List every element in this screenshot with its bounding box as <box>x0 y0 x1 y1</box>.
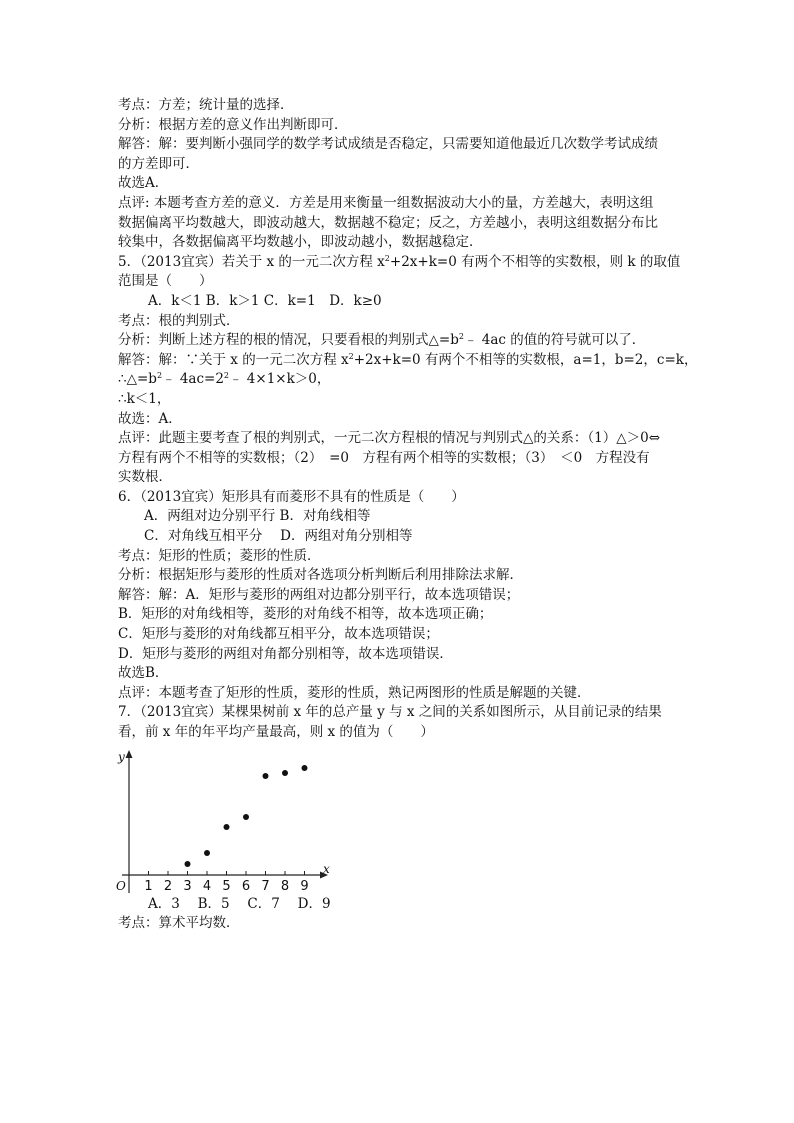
q5-fenxi: 分析：判断上述方程的根的情况，只要看根的判别式$\triangle=b^2﹣$ 4ac 的值的符号就可以了． <box>118 332 646 349</box>
text-line: 点评: 本题考查方差的意义．方差是用来衡量一组数据波动大小的量，方差越大，表明这组 <box>118 194 654 211</box>
text-line: 较集中，各数据偏离平均数越小，即波动越小，数据越稳定． <box>118 234 483 251</box>
x-tick-label: 2 <box>163 878 173 894</box>
q5-stem-line1: 5．（2013宜宾）若关于 x 的一元二次方程 $x^2+2x+k=0$ 有两个不相等的实数根，则 k 的取值 <box>118 253 681 270</box>
scatter-figure <box>116 745 346 895</box>
data-point <box>243 814 249 820</box>
q5-jieda-line3: ∴k＜1， <box>118 390 171 407</box>
origin-label: O <box>116 878 126 893</box>
q7-kaodian: 考点：算术平均数． <box>118 915 240 932</box>
x-tick-label: 5 <box>222 878 231 894</box>
x-tick-label: 7 <box>261 878 270 894</box>
q5-kaodian: 考点：根的判别式． <box>118 312 240 329</box>
q6-fenxi: 分析：根据矩形与菱形的性质对各选项分析判断后利用排除法求解． <box>118 567 523 584</box>
x-axis-label: x <box>323 861 330 876</box>
data-points <box>185 765 308 867</box>
data-point <box>282 770 288 776</box>
x-tick-label: 3 <box>183 878 192 894</box>
x-tick-label: 4 <box>202 878 212 894</box>
q5-jieda-line1: 解答：解：∵关于 x 的一元二次方程 $x^2+2x+k=0$ 有两个不相等的实数根，a=1，b=2，c=k， <box>118 351 698 368</box>
x-tick-label: 6 <box>241 878 251 894</box>
data-point <box>302 765 308 771</box>
text-line: 数据偏离平均数越大，即波动越大，数据越不稳定；反之，方差越小，表明这组数据分布比 <box>118 214 658 231</box>
q5-guxuan: 故选：A． <box>118 410 182 427</box>
data-point <box>224 824 230 830</box>
data-point <box>263 773 269 779</box>
q5-dianping-line3: 实数根． <box>118 469 172 486</box>
q6-jieda-line3: C．矩形与菱形的对角线都互相平分，故本选项错误； <box>118 626 439 643</box>
text-line: 解答：解：要判断小强同学的数学考试成绩是否稳定，只需要知道他最近几次数学考试成绩 <box>118 136 658 153</box>
q5-dianping-line1: 点评：此题主要考查了根的判别式，一元二次方程根的情况与判别式△的关系：（1）△＞0⇔ <box>118 430 661 447</box>
text-line: 考点：方差；统计量的选择． <box>118 97 294 113</box>
q5-dianping-line2: 方程有两个不相等的实数根；（2） =0 方程有两个相等的实数根；（3） ＜0 方程没有 <box>118 449 650 466</box>
text-line: 分析：根据方差的意义作出判断即可． <box>118 116 348 133</box>
x-tick-label: 1 <box>144 878 153 894</box>
q7-options: A．3 B．5 C．7 D．9 <box>148 895 331 912</box>
q6-jieda-line2: B．矩形的对角线相等，菱形的对角线不相等，故本选项正确； <box>118 606 493 623</box>
q6-kaodian: 考点：矩形的性质；菱形的性质． <box>118 547 321 564</box>
document-page <box>116 96 698 934</box>
q6-stem: 6．（2013宜宾）矩形具有而菱形不具有的性质是（ ） <box>118 488 465 505</box>
q7-stem-line2: 看，前 x 年的年平均产量最高，则 x 的值为（ ） <box>118 724 434 740</box>
q6-jieda-line4: D．矩形与菱形的两组对角都分别相等，故本选项错误． <box>118 645 453 662</box>
x-tick-label: 9 <box>300 878 309 894</box>
q6-guxuan: 故选B． <box>118 665 169 682</box>
q5-jieda-line2: $\therefore\triangle=b^2﹣$ $4ac=2^2﹣$ 4×1×k＞0， <box>118 371 331 388</box>
q5-stem-line2: 范围是（ ） <box>118 273 213 290</box>
q6-dianping: 点评：本题考查了矩形的性质，菱形的性质，熟记两图形的性质是解题的关键． <box>118 684 591 701</box>
data-point <box>204 850 210 856</box>
q6-options-ab: A．两组对边分别平行 B．对角线相等 <box>144 508 371 525</box>
q5-options: A．k＜1 B．k＞1 C．k=1 D．k≥0 <box>148 292 382 309</box>
text-line: 的方差即可． <box>118 155 199 172</box>
q6-options-cd: C．对角线互相平分 D．两组对角分别相等 <box>144 528 413 545</box>
y-axis-arrow <box>126 750 133 758</box>
text-line: 故选A． <box>118 175 169 192</box>
x-tick-label: 8 <box>280 878 290 894</box>
y-axis-label: y <box>118 749 125 764</box>
q6-jieda-line1: 解答：解：A．矩形与菱形的两组对边都分别平行，故本选项错误； <box>118 586 520 603</box>
data-point <box>185 861 191 867</box>
q7-stem-line1: 7．（2013宜宾）某棵果树前 x 年的总产量 y 与 x 之间的关系如图所示，从目前记录的结果 <box>118 704 662 721</box>
scatter-chart <box>116 745 346 895</box>
